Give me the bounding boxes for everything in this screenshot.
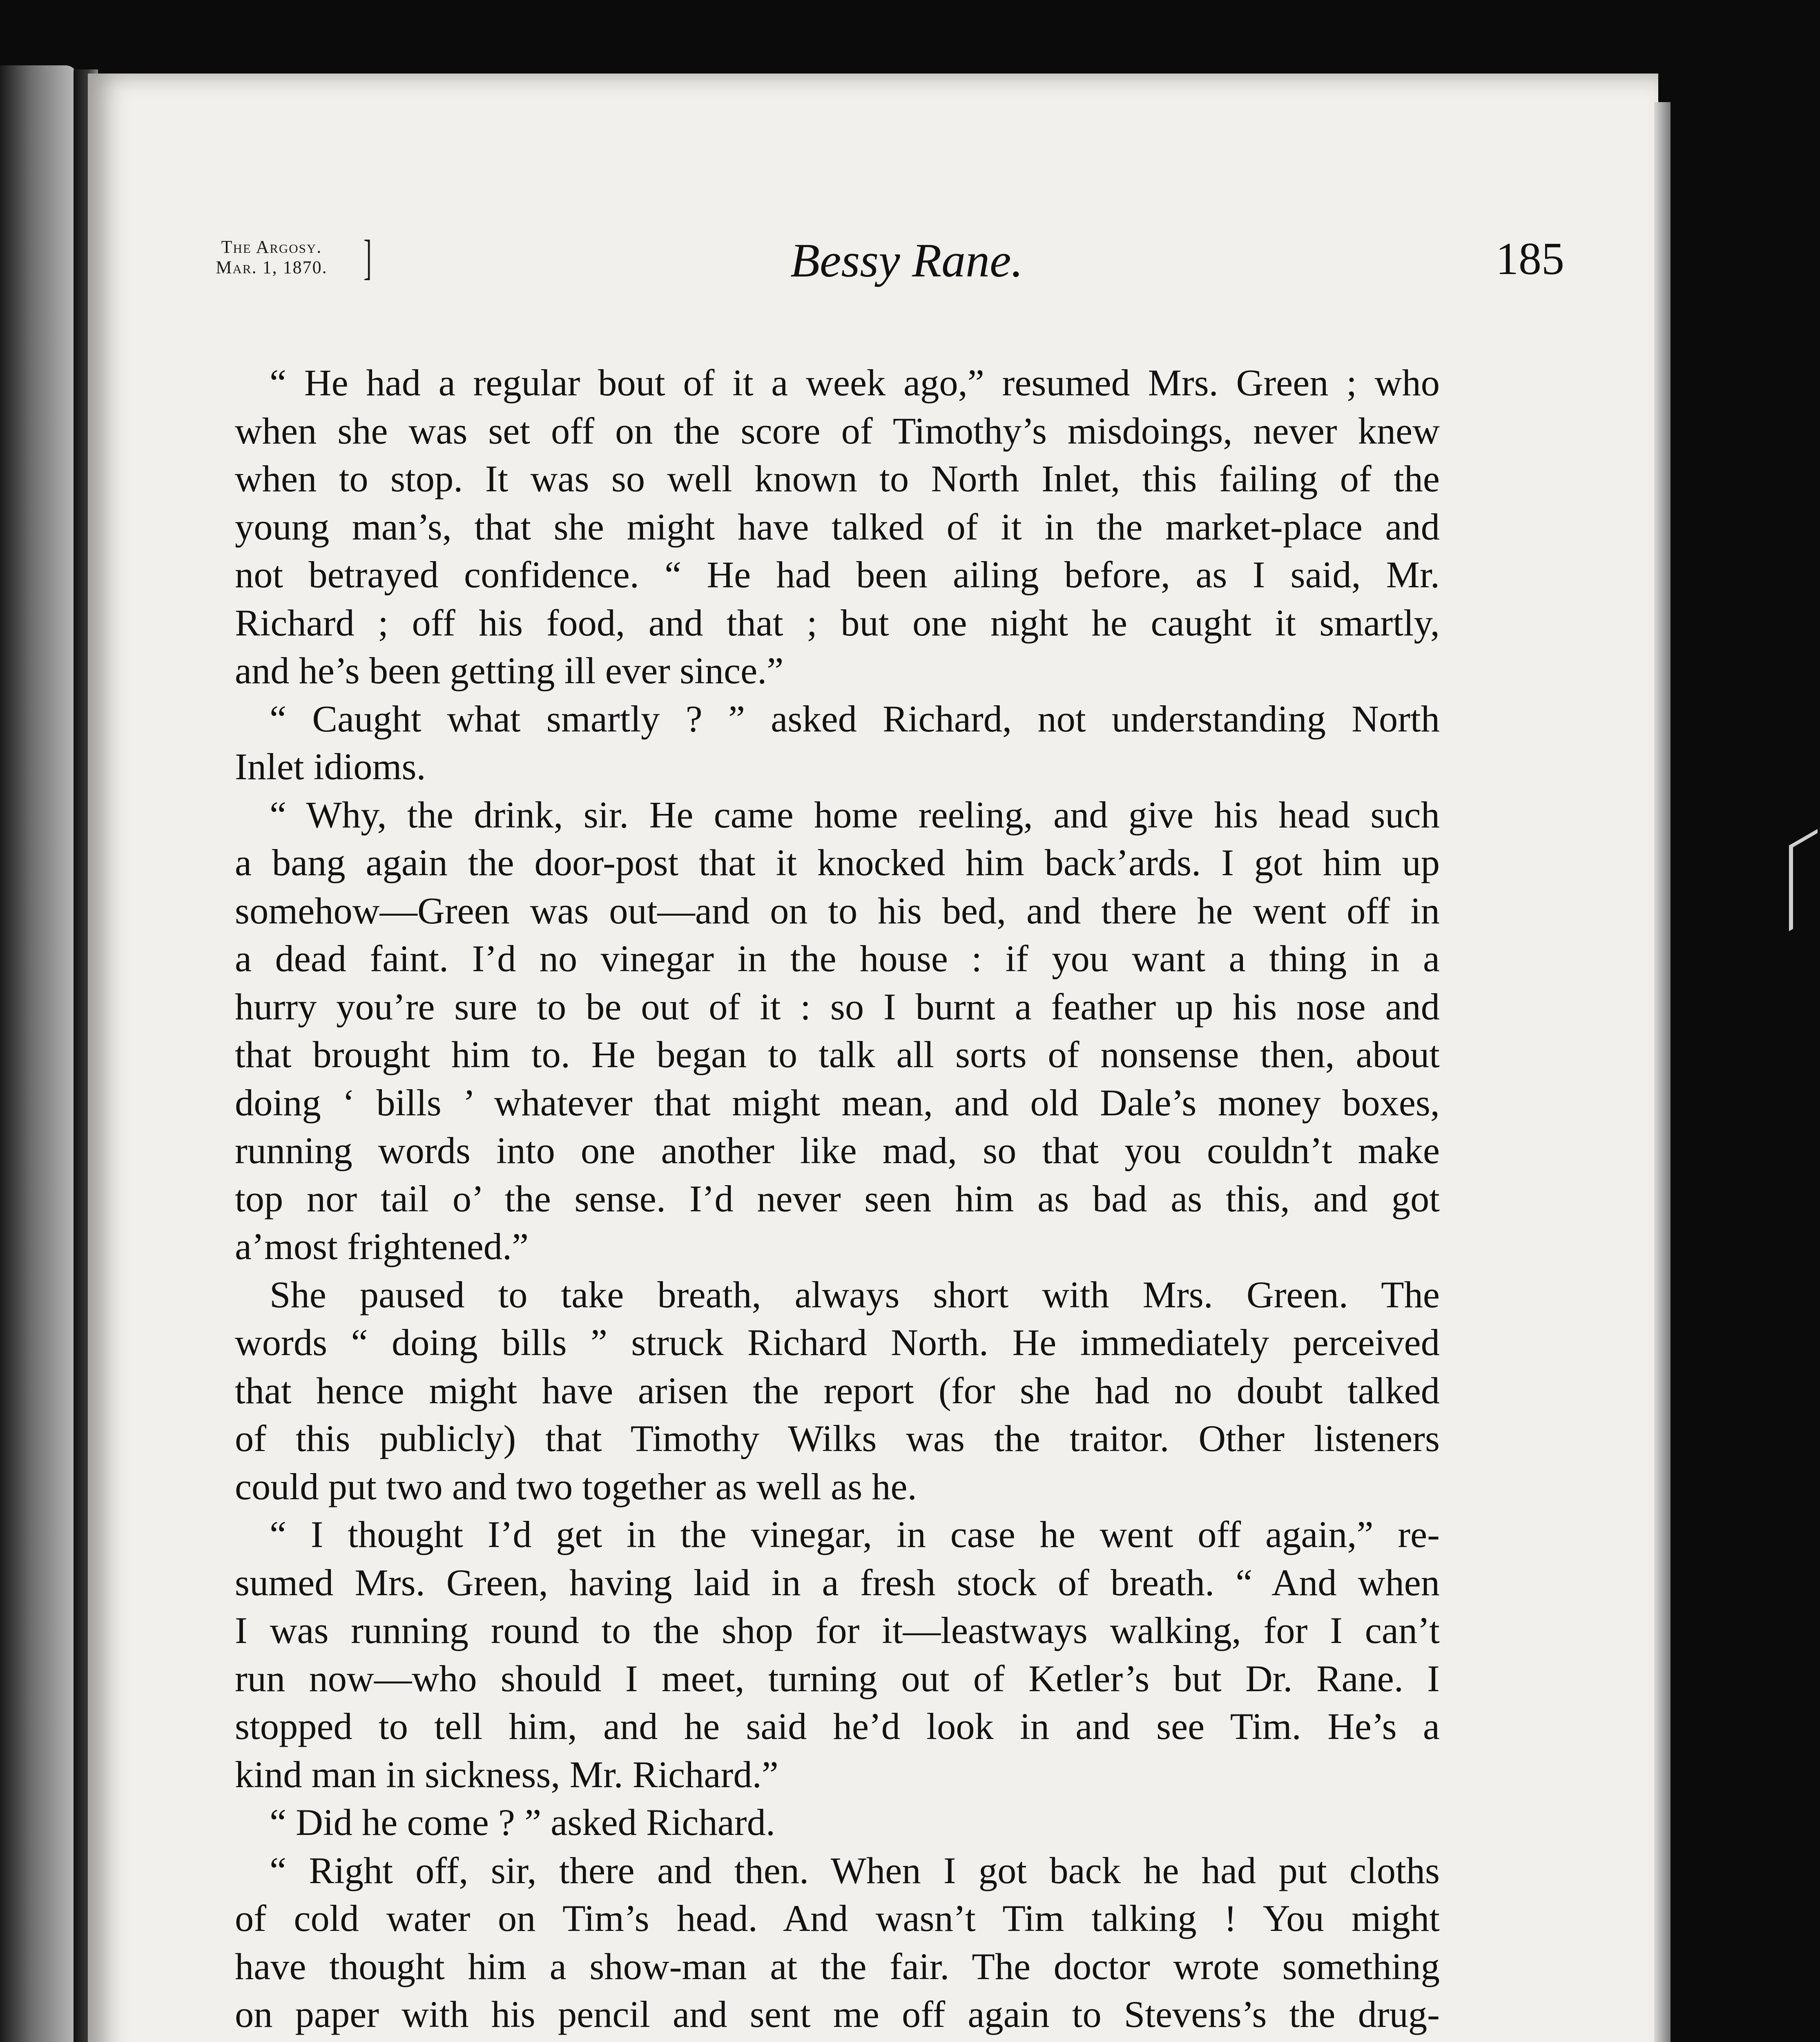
text-line: a bang again the door-post that it knocked him back’ards. I got him up	[235, 842, 1440, 884]
text-line: on paper with his pencil and sent me off again to Stevens’s the drug-	[235, 1994, 1440, 2035]
text-line: doing ‘ bills ’ whatever that might mean, and old Dale’s money boxes,	[235, 1082, 1440, 1124]
body-text	[235, 359, 1440, 2042]
text-line: hurry you’re sure to be out of it : so I burnt a feather up his nose and	[235, 986, 1440, 1028]
text-line: running words into one another like mad, so that you couldn’t make	[235, 1130, 1440, 1172]
text-line: when she was set off on the score of Timothy’s misdoings, never knew	[235, 410, 1440, 452]
text-line: young man’s, that she might have talked of it in the market-place and	[235, 506, 1440, 548]
text-line: Inlet idioms.	[235, 746, 426, 788]
text-line: and he’s been getting ill ever since.”	[235, 650, 784, 692]
text-line: of cold water on Tim’s head. And wasn’t Tim talking ! You might	[235, 1898, 1440, 1939]
text-line: top nor tail o’ the sense. I’d never seen him as bad as this, and got	[235, 1178, 1440, 1220]
text-line: not betrayed confidence. “ He had been ailing before, as I said, Mr.	[235, 554, 1440, 596]
text-line: run now—who should I meet, turning out of Ketler’s but Dr. Rane. I	[235, 1658, 1440, 1700]
page-right-edge	[1654, 102, 1671, 2042]
text-line: a dead faint. I’d no vinegar in the house : if you want a thing in a	[235, 938, 1440, 980]
issue-date: Mar. 1, 1870.	[216, 257, 328, 277]
text-line: “ He had a regular bout of it a week ago,” resumed Mrs. Green ; who	[270, 362, 1440, 404]
text-line: “ Why, the drink, sir. He came home reeling, and give his head such	[270, 794, 1440, 836]
header-bracket: ]	[363, 230, 372, 284]
running-title: Bessy Rane.	[790, 234, 1024, 287]
text-line: kind man in sickness, Mr. Richard.”	[235, 1754, 778, 1796]
text-line: that brought him to. He began to talk all sorts of nonsense then, about	[235, 1034, 1440, 1076]
text-line: I was running round to the shop for it—leastways walking, for I can’t	[235, 1610, 1440, 1652]
text-line: a’most frightened.”	[235, 1226, 529, 1268]
journal-info	[180, 237, 364, 278]
text-line: Richard ; off his food, and that ; but one night he caught it smartly,	[235, 602, 1440, 644]
journal-name: The Argosy.	[221, 237, 322, 257]
text-line: when to stop. It was so well known to North Inlet, this failing of the	[235, 458, 1440, 500]
text-line: that hence might have arisen the report (for she had no doubt talked	[235, 1370, 1440, 1412]
facing-page-fragment	[1789, 829, 1818, 931]
text-line: “ I thought I’d get in the vinegar, in case he went off again,” re-	[270, 1514, 1440, 1556]
text-line: have thought him a show-man at the fair. The doctor wrote something	[235, 1946, 1440, 1988]
text-line: words “ doing bills ” struck Richard North. He immediately perceived	[235, 1322, 1440, 1364]
text-line: “ Did he come ? ” asked Richard.	[270, 1802, 775, 1844]
page-header	[180, 229, 1564, 294]
text-line: could put two and two together as well as he.	[235, 1466, 917, 1508]
text-line: “ Right off, sir, there and then. When I got back he had put cloths	[270, 1850, 1440, 1892]
text-line: of this publicly) that Timothy Wilks was the traitor. Other listeners	[235, 1418, 1440, 1460]
text-line: She paused to take breath, always short with Mrs. Green. The	[270, 1274, 1440, 1316]
text-line: stopped to tell him, and he said he’d look in and see Tim. He’s a	[235, 1706, 1440, 1748]
page-number: 185	[1496, 234, 1564, 284]
text-line: somehow—Green was out—and on to his bed, and there he went off in	[235, 890, 1440, 932]
text-line: sumed Mrs. Green, having laid in a fresh stock of breath. “ And when	[235, 1562, 1440, 1604]
left-page-edge	[0, 65, 78, 2042]
text-line: “ Caught what smartly ? ” asked Richard, not understanding North	[270, 698, 1440, 740]
text-line	[235, 2039, 1440, 2042]
